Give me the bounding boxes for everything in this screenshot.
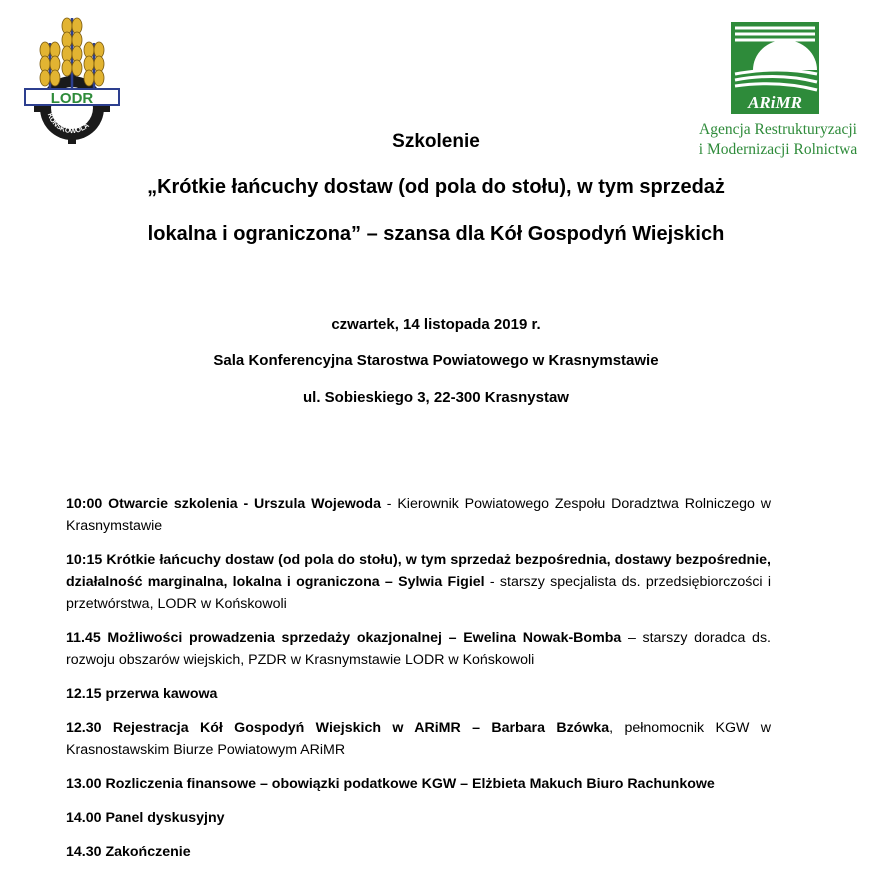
- agenda-item: [66, 841, 771, 863]
- svg-text:ARiMR: ARiMR: [748, 93, 802, 112]
- agenda-item: [66, 493, 771, 537]
- title-line-2: „Krótkie łańcuchy dostaw (od pola do stołu), w tym sprzedaż: [147, 176, 725, 198]
- agenda-item-title: 12.30 Rejestracja Kół Gospodyń Wiejskich w ARiMR – Barbara Bzówka: [66, 720, 610, 736]
- agenda-item: [66, 549, 771, 615]
- arimr-subtitle-line1: Agencja Restrukturyzacji: [699, 121, 857, 138]
- agenda-item-title: 11.45 Możliwości prowadzenia sprzedaży okazjonalnej – Ewelina Nowak-Bomba: [66, 630, 622, 646]
- lodr-logo: [20, 8, 124, 144]
- agenda-item-title: 12.15 przerwa kawowa: [66, 686, 218, 702]
- agenda-item-title: 14.30 Zakończenie: [66, 844, 191, 860]
- agenda-item: [66, 683, 771, 705]
- agenda-item: [66, 627, 771, 671]
- agenda-item-title: 13.00 Rozliczenia finansowe – obowiązki podatkowe KGW – Elżbieta Makuch Biuro Rachunkowe: [66, 776, 715, 792]
- agenda-item-desc: - starszy specjalista ds. przedsiębiorczości i przetwórstwa, LODR w Końskowoli: [66, 574, 771, 612]
- event-address: ul. Sobieskiego 3, 22-300 Krasnystaw: [303, 389, 569, 406]
- agenda-item-title: 14.00 Panel dyskusyjny: [66, 810, 225, 826]
- agenda-item-desc: - Kierownik Powiatowego Zespołu Doradztwa Rolniczego w Krasnymstawie: [66, 496, 771, 534]
- agenda-item: [66, 807, 771, 829]
- svg-text:KOŃSKOWOLA: KOŃSKOWOLA: [45, 112, 91, 136]
- agenda-item: [66, 773, 771, 795]
- agenda-item: [66, 717, 771, 761]
- arimr-subtitle-line2: i Modernizacji Rolnictwa: [698, 141, 858, 158]
- agenda-item-desc: , pełnomocnik KGW w Krasnostawskim Biurze Powiatowym ARiMR: [66, 720, 771, 758]
- event-date: czwartek, 14 listopada 2019 r.: [331, 316, 541, 333]
- agenda-item-title: 10:00 Otwarcie szkolenia - Urszula Wojewoda: [66, 496, 381, 512]
- agenda-item-title: 10:15 Krótkie łańcuchy dostaw (od pola do stołu), w tym sprzedaż bezpośrednia, dostawy bezpośrednie, działalność marginalna, lokalna i ograniczona – Sylwia Figiel: [66, 552, 771, 590]
- svg-text:LODR: LODR: [50, 90, 94, 107]
- agenda-item-desc: – starszy doradca ds. rozwoju obszarów wiejskich, PZDR w Krasnymstawie LODR w Końskowoli: [66, 630, 771, 668]
- event-venue: Sala Konferencyjna Starostwa Powiatowego w Krasnymstawie: [213, 352, 659, 369]
- agenda-list: [66, 493, 771, 875]
- title-line-3: lokalna i ograniczona” – szansa dla Kół Gospodyń Wiejskich: [147, 223, 725, 245]
- title-heading: Szkolenie: [392, 131, 480, 152]
